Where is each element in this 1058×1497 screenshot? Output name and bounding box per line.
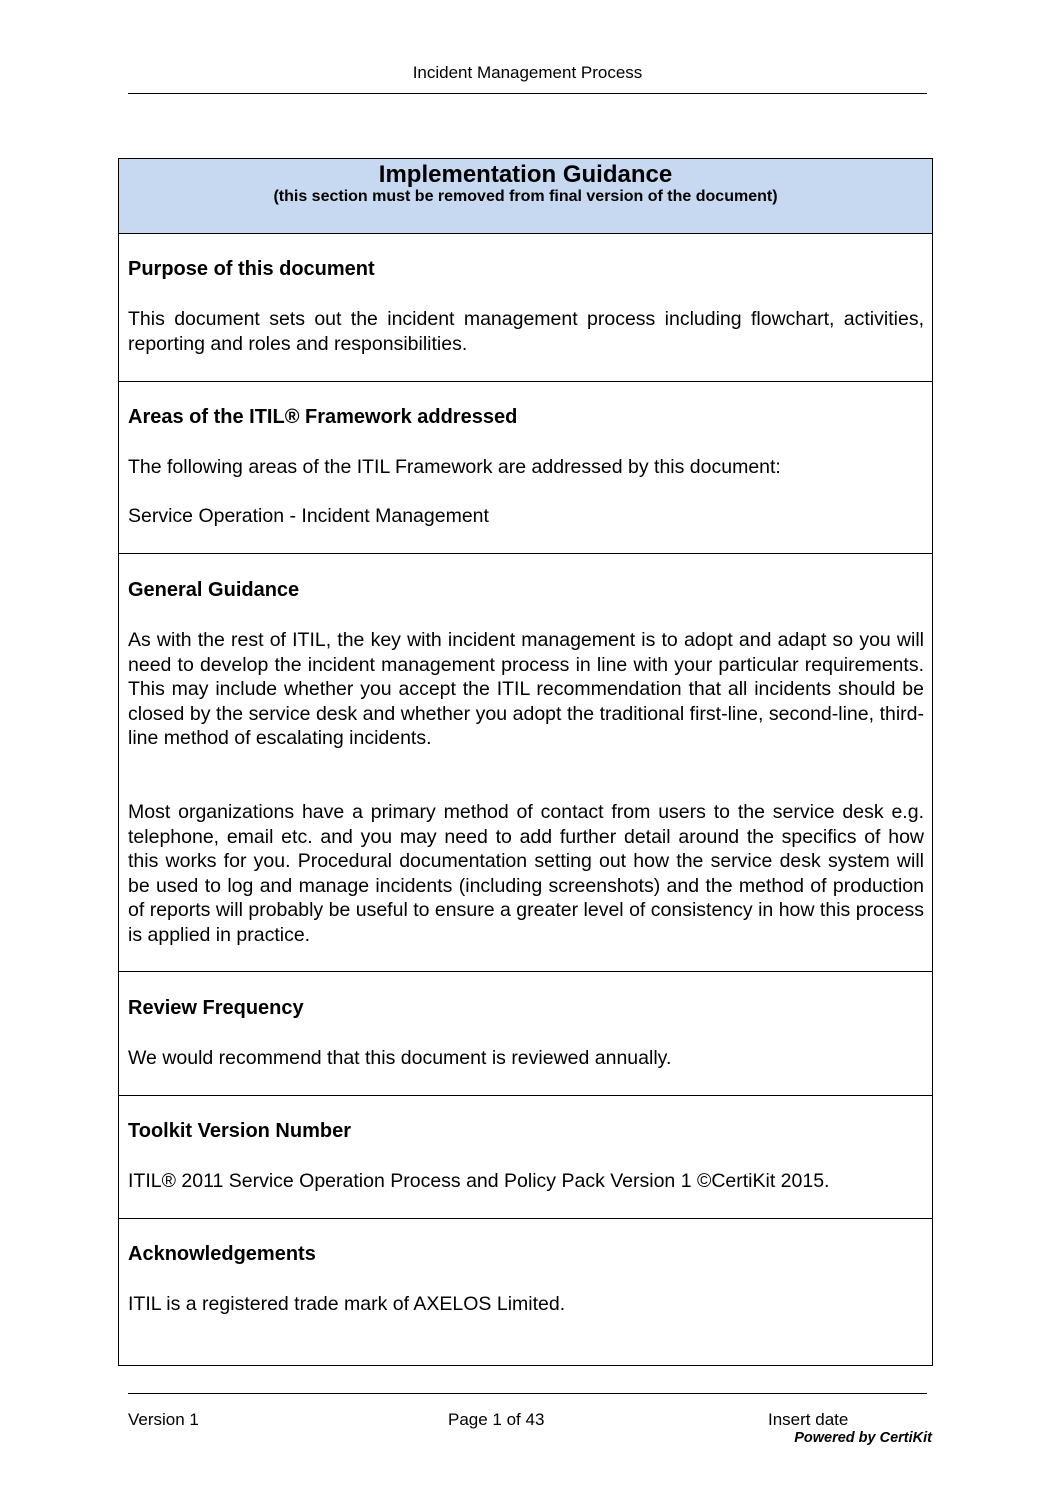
section-acknowledgements — [119, 1219, 932, 1365]
section-heading: Acknowledgements — [128, 1243, 316, 1265]
section-general-guidance — [119, 554, 932, 972]
section-paragraph: ITIL is a registered trade mark of AXELOS Limited. — [128, 1293, 566, 1315]
section-paragraph: The following areas of the ITIL Framework are addressed by this document: — [128, 456, 781, 478]
guidance-title: Implementation Guidance — [378, 161, 673, 188]
section-heading: Areas of the ITIL® Framework addressed — [128, 406, 518, 428]
section-review-frequency — [119, 972, 932, 1096]
implementation-guidance-box — [118, 158, 933, 1366]
section-heading: Review Frequency — [128, 997, 304, 1019]
section-itil-areas — [119, 382, 932, 554]
section-toolkit-version — [119, 1096, 932, 1219]
footer-page-number: Page 1 of 43 — [448, 1410, 545, 1429]
section-paragraph: As with the rest of ITIL, the key with incident management is to adopt and adapt so you will need to develop the incident management process in line with your particular requirements. This may include whether you accept the ITIL recommendation that all incidents should be closed by the service desk and whether you adopt the traditional first-line, second-line, third-line method of escalating incidents. — [128, 629, 924, 750]
section-heading: General Guidance — [128, 579, 300, 601]
guidance-subtitle: (this section must be removed from final version of the document) — [273, 188, 778, 205]
section-heading: Toolkit Version Number — [128, 1120, 351, 1142]
section-paragraph: Most organizations have a primary method of contact from users to the service desk e.g. telephone, email etc. and you may need to add further detail around the specifics of how this works for you. Procedural documentation setting out how the service desk system will be used to log and manage incidents (including screenshots) and the method of production of reports will probably be useful to ensure a greater level of consistency in how this process is applied in practice. — [128, 801, 924, 946]
section-paragraph: ITIL® 2011 Service Operation Process and Policy Pack Version 1 ©CertiKit 2015. — [128, 1170, 830, 1192]
section-paragraph: We would recommend that this document is reviewed annually. — [128, 1047, 672, 1069]
footer-version: Version 1 — [128, 1410, 199, 1429]
footer-rule — [128, 1393, 927, 1394]
powered-by-label: Powered by CertiKit — [794, 1430, 932, 1446]
section-paragraph: Service Operation - Incident Management — [128, 505, 489, 527]
section-purpose — [119, 234, 932, 382]
section-heading: Purpose of this document — [128, 258, 375, 280]
page-header-title: Incident Management Process — [412, 63, 643, 82]
header-rule — [128, 93, 927, 94]
footer-date: Insert date — [768, 1410, 849, 1429]
section-paragraph: This document sets out the incident management process including flowchart, activities, reporting and roles and responsibilities. — [128, 308, 924, 355]
guidance-box-header — [119, 159, 932, 234]
